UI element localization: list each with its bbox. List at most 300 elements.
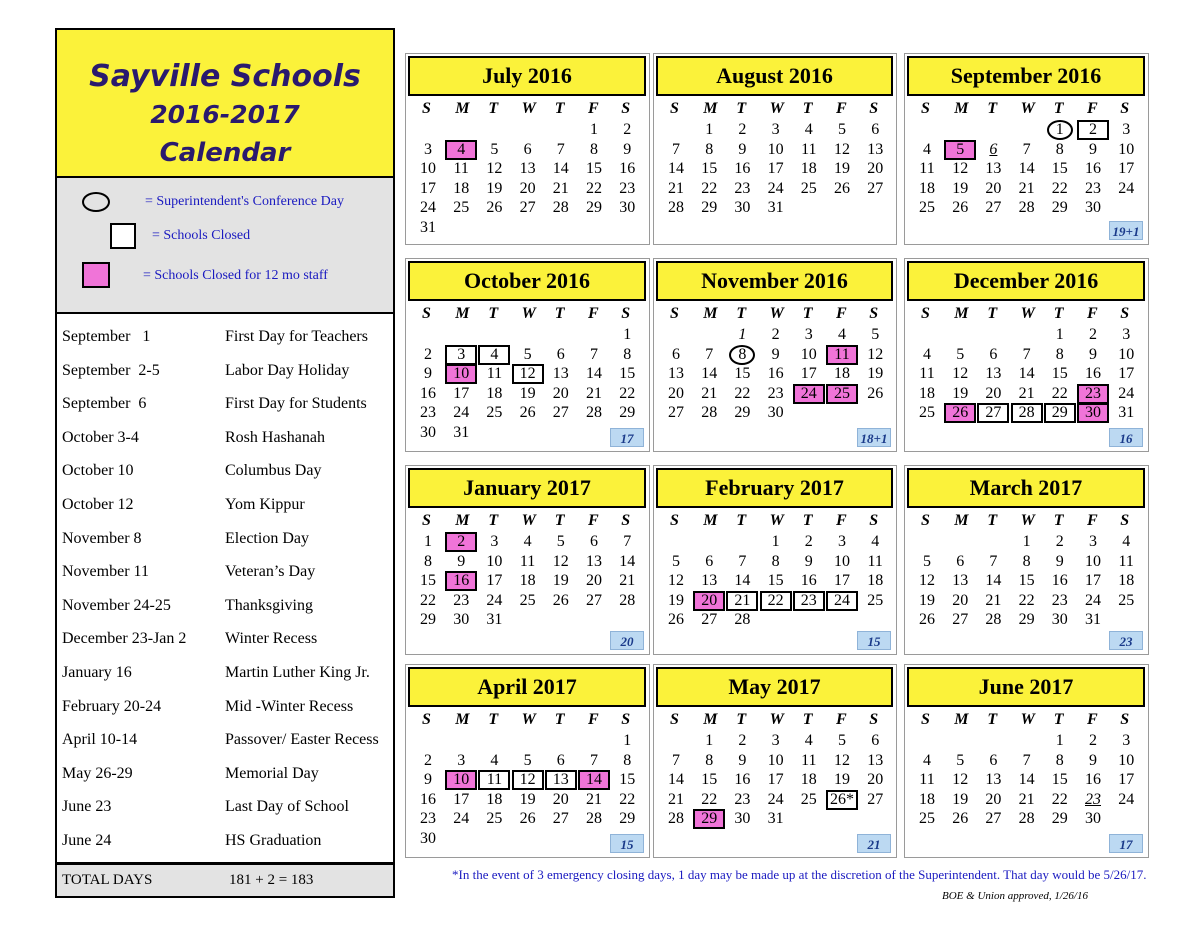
calendar-day: 8: [729, 345, 755, 365]
calendar-day: 16: [1085, 365, 1101, 382]
event-name: Memorial Day: [225, 764, 319, 782]
calendar-day: 19: [668, 591, 684, 609]
calendar-day: 2: [424, 345, 432, 363]
calendar-day: 5: [490, 140, 499, 158]
calendar-day: 24: [453, 404, 470, 421]
calendar-day: 24: [767, 790, 784, 808]
calendar-day: 7: [556, 140, 565, 158]
weekday-label: F: [1087, 512, 1098, 529]
calendar-day: 2: [623, 121, 632, 138]
calendar-day: 21: [726, 591, 758, 611]
calendar-day: 1: [424, 533, 432, 550]
calendar-day: 1: [590, 121, 598, 138]
calendar-day: 16: [1085, 771, 1101, 788]
calendar-day: 23: [793, 591, 825, 611]
calendar-day: 13: [586, 552, 602, 570]
weekday-label: M: [455, 305, 470, 322]
legend-closed12-text: = Schools Closed for 12 mo staff: [143, 268, 328, 283]
calendar-day: 30: [619, 199, 636, 216]
event-name: Yom Kippur: [225, 496, 305, 513]
calendar-day: 23: [1085, 790, 1101, 808]
event-date: June 24: [62, 832, 112, 849]
calendar-day: 22: [760, 591, 792, 611]
weekday-label: W: [521, 100, 536, 117]
calendar-day: 6: [556, 345, 565, 363]
calendar-day: 19: [919, 591, 935, 609]
calendar-day: 21: [586, 384, 602, 402]
calendar-day: 22: [1051, 384, 1068, 402]
calendar-day: 22: [586, 179, 602, 197]
calendar-day: 14: [578, 770, 610, 790]
calendar-day: 9: [1089, 751, 1097, 769]
calendar-day: 18: [919, 179, 935, 197]
event-name: Mid -Winter Recess: [225, 697, 354, 715]
calendar-day: 9: [771, 345, 780, 363]
event-row: [57, 530, 393, 554]
calendar-day: 21: [619, 572, 636, 589]
weekday-label: T: [488, 711, 499, 728]
calendar-day: 17: [767, 160, 784, 177]
calendar-day: 7: [705, 345, 714, 363]
calendar-day: 9: [457, 552, 466, 570]
event-row: [57, 462, 393, 486]
calendar-day: 13: [985, 771, 1002, 788]
calendar-day: 4: [804, 732, 813, 749]
event-date: October 3-4: [62, 428, 139, 446]
calendar-day: 3: [1089, 533, 1097, 550]
calendar-day: 1: [705, 121, 714, 138]
month-april-2017: [405, 664, 650, 858]
calendar-day: 20: [668, 384, 684, 402]
calendar-day: 29: [734, 404, 751, 421]
calendar-day: 2: [771, 326, 780, 343]
school-days-count: 17: [610, 428, 644, 447]
calendar-day: 3: [771, 121, 780, 138]
calendar-day: 4: [923, 345, 931, 363]
calendar-day: 3: [1122, 732, 1131, 749]
month-october-2016: [405, 258, 650, 452]
calendar-day: 12: [512, 364, 544, 384]
weekday-label: F: [588, 305, 599, 322]
calendar-day: 18: [800, 160, 817, 177]
event-date: January 16: [62, 664, 132, 681]
calendar-day: 11: [519, 552, 536, 570]
calendar-day: 12: [919, 572, 935, 589]
calendar-day: 7: [672, 140, 680, 158]
event-name: Passover/ Easter Recess: [225, 731, 379, 749]
event-name: Labor Day Holiday: [225, 361, 350, 379]
calendar-day: 17: [767, 771, 784, 788]
calendar-day: 28: [586, 404, 602, 421]
calendar-day: 19: [867, 365, 884, 382]
calendar-day: 10: [767, 140, 784, 158]
calendar-day: 25: [919, 404, 935, 421]
month-title: March 2017: [907, 468, 1145, 508]
calendar-day: 16: [1051, 572, 1068, 589]
calendar-day: 10: [1085, 552, 1101, 570]
weekday-label: M: [954, 100, 969, 117]
calendar-day: 8: [1022, 552, 1031, 570]
calendar-day: 25: [919, 810, 935, 827]
calendar-day: 6: [989, 140, 998, 158]
weekday-label: S: [621, 305, 631, 322]
event-name: First Day for Students: [225, 395, 367, 413]
calendar-day: 19: [952, 384, 969, 402]
calendar-day: 8: [705, 140, 714, 158]
calendar-day: 20: [985, 384, 1002, 402]
calendar-day: 24: [420, 199, 436, 216]
event-name: Veteran’s Day: [225, 563, 316, 581]
calendar-day: 26: [519, 404, 536, 421]
calendar-day: 11: [486, 365, 503, 382]
calendar-day: 17: [420, 179, 436, 197]
calendar-day: 20: [693, 591, 725, 611]
calendar-day: 11: [826, 345, 858, 365]
calendar-day: 22: [420, 591, 436, 609]
calendar-day: 26*: [826, 790, 858, 810]
event-row: [57, 362, 393, 386]
weekday-label: S: [1120, 100, 1130, 117]
calendar-day: 7: [590, 751, 598, 769]
calendar-day: 25: [519, 591, 536, 609]
calendar-day: 7: [989, 552, 998, 570]
calendar-day: 23: [619, 179, 636, 197]
calendar-day: 16: [420, 384, 436, 402]
event-row: [57, 429, 393, 453]
calendar-day: 24: [1118, 384, 1135, 402]
calendar-day: 14: [586, 365, 602, 382]
calendar-day: 8: [623, 751, 632, 769]
calendar-day: 30: [734, 199, 751, 216]
calendar-day: 1: [1047, 120, 1073, 140]
calendar-day: 11: [867, 552, 883, 570]
total-days-label: TOTAL DAYS: [62, 872, 153, 888]
calendar-day: 20: [552, 384, 569, 402]
calendar-day: 30: [420, 829, 436, 847]
weekday-label: S: [422, 711, 431, 728]
calendar-day: 19: [519, 384, 536, 402]
month-june-2017: [904, 664, 1149, 858]
weekday-label: T: [802, 711, 813, 728]
calendar-day: 27: [519, 199, 536, 216]
calendar-day: 4: [490, 751, 499, 769]
calendar-day: 14: [668, 771, 684, 788]
calendar-day: 23: [453, 591, 470, 609]
calendar-day: 28: [1011, 403, 1043, 423]
school-days-count: 16: [1109, 428, 1143, 447]
month-title: November 2016: [656, 261, 893, 301]
calendar-day: 6: [523, 140, 532, 158]
calendar-day: 22: [1051, 790, 1068, 808]
calendar-day: 12: [552, 552, 569, 570]
event-name: Martin Luther King Jr.: [225, 664, 370, 681]
calendar-day: 26: [834, 179, 850, 197]
calendar-day: 9: [623, 140, 632, 158]
weekday-label: M: [954, 512, 969, 529]
calendar-day: 17: [1085, 572, 1101, 589]
weekday-label: S: [670, 711, 679, 728]
month-title: August 2016: [656, 56, 893, 96]
school-days-count: 17: [1109, 834, 1143, 853]
calendar-day: 17: [800, 365, 817, 382]
event-date: September 2-5: [62, 361, 160, 379]
weekday-label: S: [921, 512, 930, 529]
calendar-day: 23: [1077, 384, 1109, 404]
month-november-2016: [653, 258, 897, 452]
calendar-day: 6: [956, 552, 965, 570]
calendar-day: 3: [445, 345, 477, 365]
calendar-day: 17: [1118, 160, 1135, 177]
calendar-day: 10: [834, 552, 850, 570]
calendar-day: 22: [1018, 591, 1035, 609]
event-row: [57, 563, 393, 587]
calendar-day: 28: [586, 810, 602, 827]
calendar-day: 16: [734, 771, 751, 788]
calendar-day: 10: [486, 552, 503, 570]
calendar-day: 8: [705, 751, 714, 769]
calendar-day: 6: [871, 732, 880, 749]
calendar-day: 16: [1085, 160, 1101, 177]
calendar-day: 20: [985, 790, 1002, 808]
calendar-day: 24: [793, 384, 825, 404]
school-days-count: 15: [857, 631, 891, 650]
calendar-day: 6: [590, 533, 598, 550]
calendar-day: 29: [1051, 810, 1068, 827]
calendar-day: 22: [734, 384, 751, 402]
calendar-day: 25: [826, 384, 858, 404]
calendar-day: 15: [734, 365, 751, 382]
calendar-day: 11: [801, 140, 817, 158]
calendar-day: 14: [619, 552, 636, 570]
pink-square-legend-icon: [82, 262, 110, 288]
calendar-day: 11: [478, 770, 510, 790]
calendar-day: 24: [1118, 790, 1135, 808]
calendar-day: 2: [738, 732, 747, 749]
calendar-day: 15: [420, 572, 436, 589]
weekday-label: T: [1053, 711, 1064, 728]
calendar-day: 2: [1089, 732, 1097, 749]
calendar-day: 21: [701, 384, 718, 402]
calendar-day: 3: [1122, 326, 1131, 343]
calendar-day: 23: [734, 179, 751, 197]
calendar-day: 31: [767, 199, 784, 216]
calendar-day: 20: [519, 179, 536, 197]
legend-closed-text: = Schools Closed: [152, 228, 251, 243]
weekday-label: M: [455, 512, 470, 529]
calendar-day: 15: [619, 771, 636, 788]
event-name: First Day for Teachers: [225, 328, 368, 345]
calendar-day: 13: [552, 365, 569, 382]
event-date: April 10-14: [62, 731, 138, 749]
weekday-label: S: [621, 100, 631, 117]
calendar-day: 11: [801, 751, 817, 769]
weekday-label: S: [422, 512, 431, 529]
calendar-day: 13: [985, 365, 1002, 382]
calendar-day: 19: [834, 771, 850, 788]
calendar-day: 11: [1118, 552, 1134, 570]
calendar-day: 15: [1018, 572, 1035, 589]
calendar-day: 18: [867, 572, 884, 589]
weekday-label: F: [836, 711, 847, 728]
calendar-day: 5: [956, 345, 965, 363]
calendar-day: 28: [552, 199, 569, 216]
event-name: Columbus Day: [225, 462, 322, 480]
month-title: February 2017: [656, 468, 893, 508]
calendar-day: 7: [623, 533, 632, 550]
calendar-day: 1: [1055, 326, 1064, 343]
calendar-day: 19: [952, 179, 969, 197]
calendar-day: 13: [985, 160, 1002, 177]
calendar-day: 9: [738, 140, 747, 158]
calendar-day: 10: [1118, 345, 1135, 363]
calendar-day: 13: [867, 751, 884, 769]
weekday-label: F: [836, 512, 847, 529]
calendar-day: 25: [1118, 591, 1135, 609]
calendar-day: 18: [486, 790, 503, 808]
calendar-day: 5: [523, 345, 532, 363]
month-july-2016: [405, 53, 650, 245]
calendar-day: 31: [420, 218, 436, 236]
weekday-label: W: [521, 711, 536, 728]
event-date: October 10: [62, 462, 134, 480]
weekday-label: T: [488, 100, 499, 117]
event-date: October 12: [62, 496, 134, 513]
calendar-day: 20: [586, 572, 602, 589]
event-row: [57, 832, 393, 856]
calendar-day: 1: [1022, 533, 1031, 550]
calendar-day: 21: [985, 591, 1002, 609]
calendar-day: 10: [1118, 140, 1135, 158]
calendar-day: 20: [552, 790, 569, 808]
weekday-label: T: [736, 711, 747, 728]
month-december-2016: [904, 258, 1149, 452]
weekday-label: W: [1020, 512, 1035, 529]
weekday-label: S: [1120, 305, 1130, 322]
event-row: [57, 698, 393, 722]
event-row: [57, 765, 393, 789]
calendar-day: 26: [668, 611, 684, 628]
event-date: September 6: [62, 395, 147, 413]
calendar-day: 19: [552, 572, 569, 589]
weekday-label: T: [1053, 100, 1064, 117]
weekday-label: W: [1020, 100, 1035, 117]
calendar-day: 3: [1122, 121, 1131, 138]
event-date: May 26-29: [62, 764, 133, 782]
weekday-label: S: [869, 100, 879, 117]
weekday-label: M: [455, 711, 470, 728]
weekday-label: F: [1087, 711, 1098, 728]
weekday-label: M: [954, 711, 969, 728]
calendar-day: 8: [1055, 140, 1064, 158]
calendar-day: 27: [985, 810, 1002, 827]
calendar-day: 26: [486, 199, 503, 216]
event-row: [57, 395, 393, 419]
weekday-label: S: [670, 305, 679, 322]
calendar-day: 7: [1022, 345, 1031, 363]
event-row: [57, 630, 393, 654]
calendar-day: 12: [834, 140, 850, 158]
weekday-label: M: [703, 305, 718, 322]
calendar-day: 17: [834, 572, 850, 589]
event-row: [57, 496, 393, 520]
calendar-day: 12: [952, 160, 969, 177]
calendar-day: 18: [834, 365, 850, 382]
month-title: May 2017: [656, 667, 893, 707]
left-panel: [55, 28, 395, 898]
calendar-day: 7: [1022, 140, 1031, 158]
calendar-day: 1: [623, 732, 632, 749]
school-days-count: 15: [610, 834, 644, 853]
calendar-day: 29: [1051, 199, 1068, 216]
calendar-day: 30: [734, 810, 751, 827]
calendar-day: 18: [800, 771, 817, 788]
calendar-day: 25: [800, 790, 817, 808]
month-march-2017: [904, 465, 1149, 655]
calendar-day: 27: [977, 403, 1009, 423]
event-date: February 20-24: [62, 697, 162, 715]
calendar-day: 4: [1122, 533, 1131, 550]
calendar-day: 30: [453, 611, 470, 628]
calendar-day: 7: [738, 552, 747, 570]
calendar-day: 17: [1118, 771, 1135, 788]
calendar-day: 22: [1051, 179, 1068, 197]
calendar-day: 21: [552, 179, 569, 197]
event-name: Winter Recess: [225, 630, 318, 648]
school-days-count: 21: [857, 834, 891, 853]
calendar-day: 9: [424, 365, 432, 382]
weekday-label: W: [769, 100, 784, 117]
weekday-label: T: [802, 100, 813, 117]
event-name: Election Day: [225, 529, 309, 547]
weekday-label: W: [769, 305, 784, 322]
weekday-label: T: [736, 100, 747, 117]
school-name: Sayville Schools: [89, 59, 361, 94]
calendar-day: 24: [767, 179, 784, 197]
weekday-label: F: [1087, 100, 1098, 117]
calendar-day: 5: [556, 533, 565, 550]
calendar-day: 14: [734, 572, 751, 589]
calendar-day: 28: [734, 611, 751, 628]
event-name: Last Day of School: [225, 798, 349, 816]
event-row: [57, 328, 393, 352]
calendar-day: 24: [486, 591, 503, 609]
calendar-day: 10: [445, 364, 477, 384]
calendar-day: 25: [867, 591, 884, 609]
month-title: January 2017: [408, 468, 646, 508]
calendar-day: 25: [453, 199, 470, 216]
calendar-day: 15: [767, 572, 784, 589]
calendar-day: 13: [545, 770, 577, 790]
calendar-day: 9: [1089, 140, 1097, 158]
event-row: [57, 664, 393, 688]
calendar-day: 5: [871, 326, 880, 343]
calendar-day: 30: [1085, 810, 1101, 827]
calendar-day: 27: [552, 404, 569, 421]
title-box: [57, 30, 393, 178]
calendar-day: 14: [985, 572, 1002, 589]
month-september-2016: [904, 53, 1149, 245]
calendar-day: 5: [672, 552, 680, 570]
calendar-day: 8: [424, 552, 432, 570]
weekday-label: S: [1120, 711, 1130, 728]
calendar-day: 2: [1077, 120, 1109, 140]
calendar-day: 15: [701, 160, 718, 177]
events-list: [57, 314, 393, 849]
month-august-2016: [653, 53, 897, 245]
calendar-day: 22: [701, 790, 718, 808]
calendar-day: 28: [668, 199, 684, 216]
calendar-day: 3: [804, 326, 813, 343]
